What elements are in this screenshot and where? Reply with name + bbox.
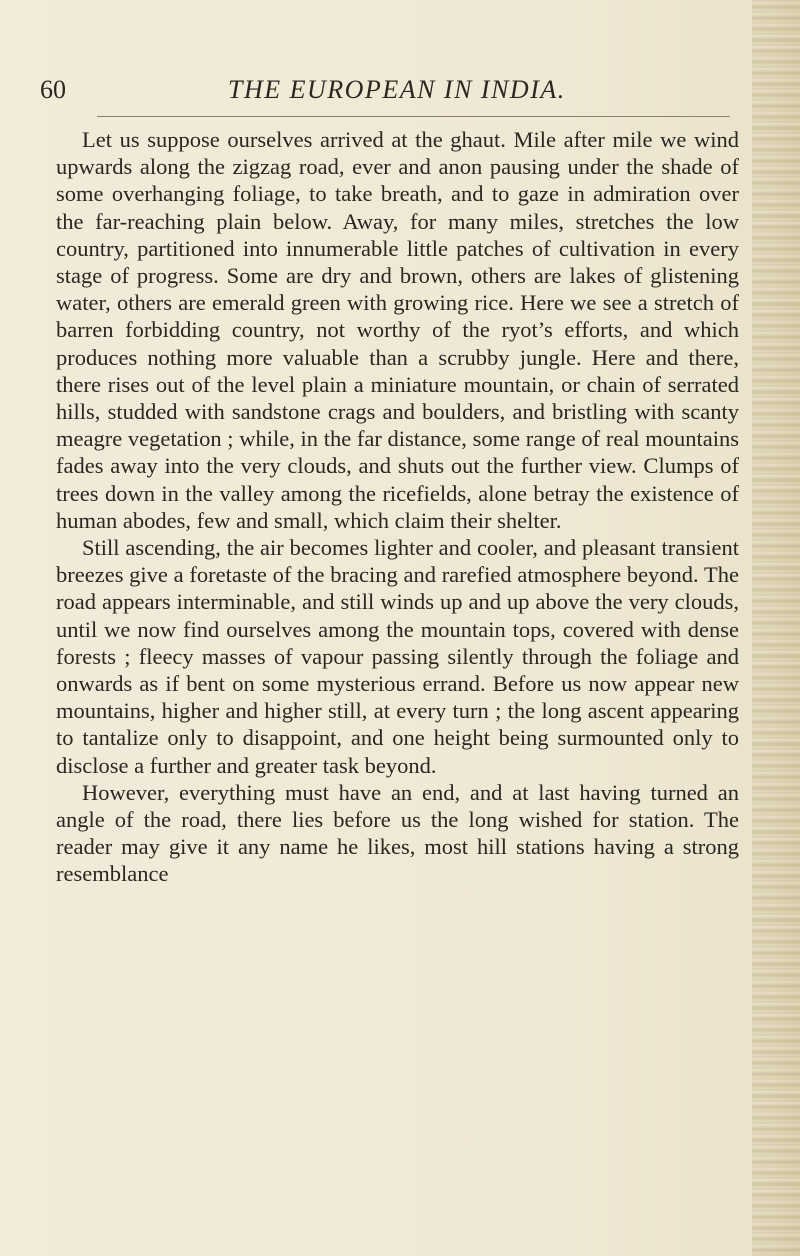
paragraph: Still ascending, the air becomes lighter and cooler, and pleasant transient breezes give a foretaste of the bracing and rarefied atmosphere beyond. The road appears interminable, and still winds up and up above the very clouds, until we now find ourselves among the mountain tops, covered with dense forests ; fleecy masses of vapour passing silently through the foliage and onwards as if bent on some mysterious errand. Before us now appear new mountains, higher and higher still, at every turn ; the long ascent appearing to tantalize only to disappoint, and one height being surmounted only to disclose a further and greater task beyond.	[56, 535, 739, 778]
page-edge	[752, 0, 800, 1256]
body-text	[56, 126, 739, 888]
page-header	[40, 75, 740, 115]
paragraph: However, everything must have an end, and at last having turned an angle of the road, there lies before us the long wished for station. The reader may give it any name he likes, most hill stations having a strong resemblance	[56, 779, 739, 887]
header-rule	[97, 116, 730, 117]
paragraph: Let us suppose ourselves arrived at the ghaut. Mile after mile we wind upwards along the zigzag road, ever and anon pausing under the shade of some overhanging foliage, to take breath, and to gaze in admiration over the far-reaching plain below. Away, for many miles, stretches the low country, partitioned into innumerable little patches of cultivation in every stage of progress. Some are dry and brown, others are lakes of glistening water, others are emerald green with growing rice. Here we see a stretch of barren forbidding country, not worthy of the ryot’s efforts, and which produces nothing more valuable than a scrubby jungle. Here and there, there rises out of the level plain a miniature mountain, or chain of serrated hills, studded with sandstone crags and boulders, and bristling with scanty meagre vegetation ; while, in the far distance, some range of real mountains fades away into the very clouds, and shuts out the further view. Clumps of trees down in the valley among the ricefields, alone betray the existence of human abodes, few and small, which claim their shelter.	[56, 127, 739, 533]
running-title: THE EUROPEAN IN INDIA.	[228, 75, 566, 104]
page-number: 60	[40, 75, 66, 104]
